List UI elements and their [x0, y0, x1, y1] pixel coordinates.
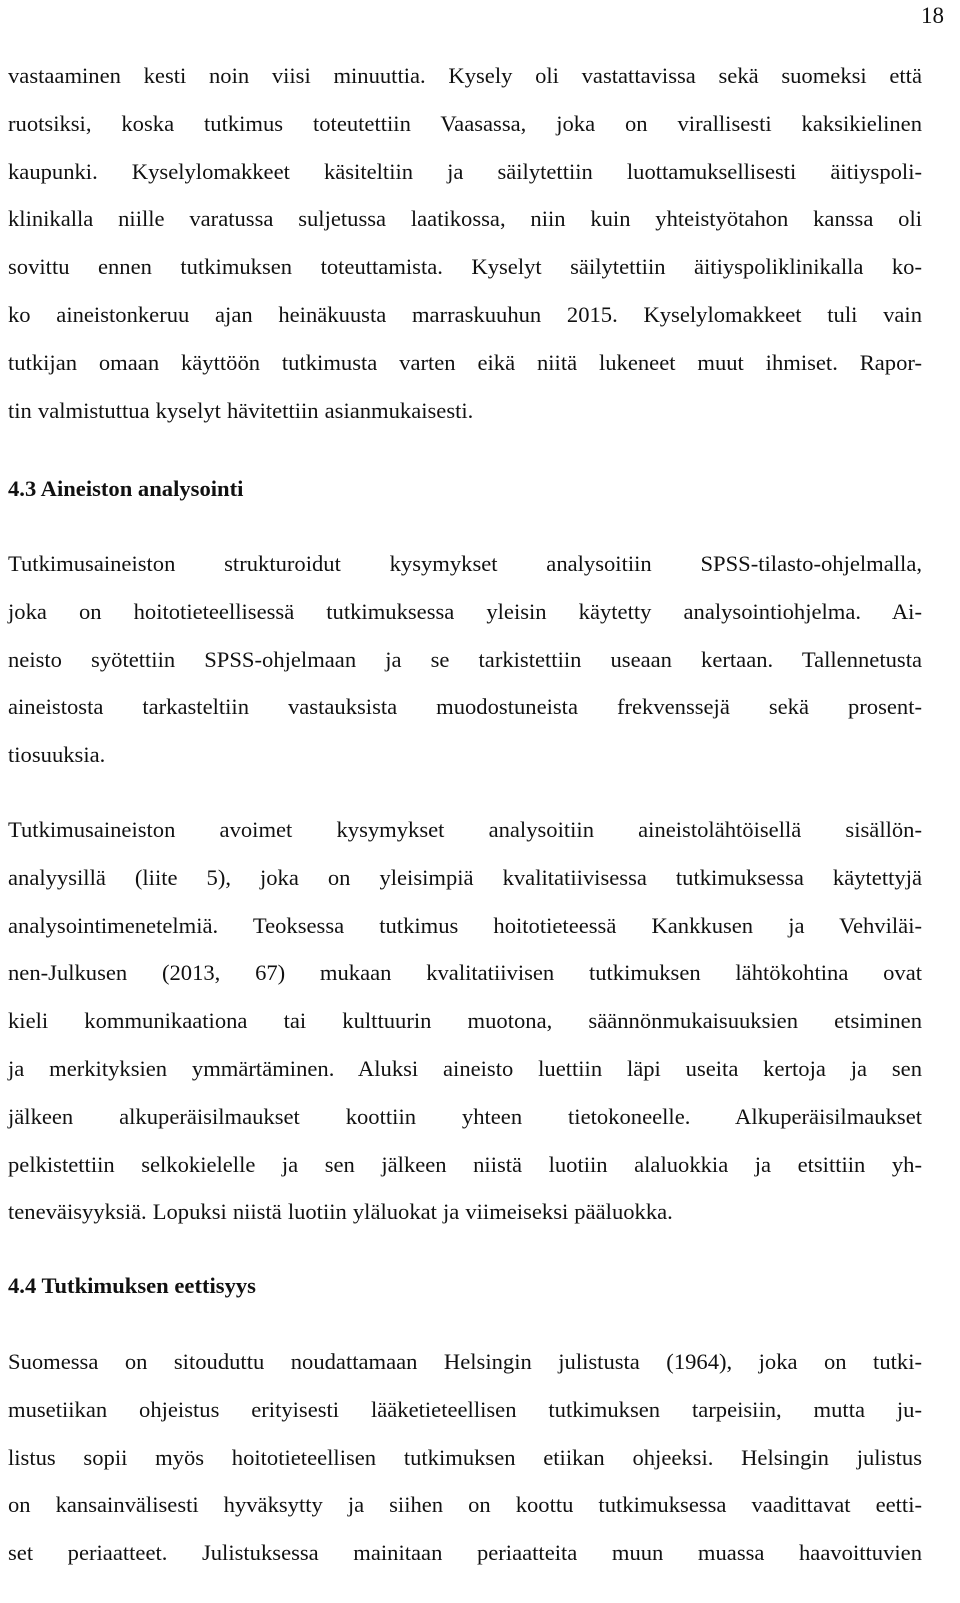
text-line: kieli kommunikaationa tai kulttuurin muotona, säännönmukaisuuksien etsiminen — [8, 1008, 922, 1034]
text-line: tiosuuksia. — [8, 742, 106, 768]
paragraph-structured-analysis — [8, 540, 922, 779]
text-line: listus sopii myös hoitotieteellisen tutkimuksen etiikan ohjeeksi. Helsingin julistus — [8, 1444, 922, 1470]
text-line: ja merkityksien ymmärtäminen. Aluksi aineisto luettiin läpi useita kertoja ja sen — [8, 1055, 922, 1081]
text-line: kaupunki. Kyselylomakkeet käsiteltiin ja säilytettiin luottamuksellisesti äitiyspoli- — [8, 158, 922, 184]
text-line: analysointimenetelmiä. Teoksessa tutkimus hoitotieteessä Kankkusen ja Vehviläi- — [8, 912, 922, 938]
section-heading-4-3: 4.3 Aineiston analysointi — [8, 476, 244, 501]
text-line: on kansainvälisesti hyväksytty ja siihen on koottu tutkimuksessa vaadittavat eetti- — [8, 1492, 922, 1518]
text-line: joka on hoitotieteellisessä tutkimuksessa yleisin käytetty analysointiohjelma. Ai- — [8, 598, 922, 624]
text-line: ruotsiksi, koska tutkimus toteutettiin Vaasassa, joka on virallisesti kaksikielinen — [8, 110, 922, 136]
text-line: teneväisyyksiä. Lopuksi niistä luotiin yläluokat ja viimeiseksi pääluokka. — [8, 1199, 673, 1225]
text-line: Suomessa on sitouduttu noudattamaan Helsingin julistusta (1964), joka on tutki- — [8, 1349, 922, 1374]
text-line: klinikalla niille varatussa suljetussa laatikossa, niin kuin yhteistyötahon kanssa oli — [8, 206, 922, 232]
text-line: vastaaminen kesti noin viisi minuuttia. Kysely oli vastattavissa sekä suomeksi että — [8, 63, 922, 88]
text-line: Tutkimusaineiston avoimet kysymykset analysoitiin aineistolähtöisellä sisällön- — [8, 817, 922, 842]
text-line: analyysillä (liite 5), joka on yleisimpiä kvalitatiivisessa tutkimuksessa käytettyjä — [8, 864, 922, 890]
text-line: neisto syötettiin SPSS-ohjelmaan ja se tarkistettiin useaan kertaan. Tallennetusta — [8, 646, 922, 672]
paragraph-research-ethics — [8, 1338, 922, 1577]
text-line: jälkeen alkuperäisilmaukset koottiin yhteen tietokoneelle. Alkuperäisilmaukset — [8, 1103, 922, 1129]
text-line: set periaatteet. Julistuksessa mainitaan periaatteita muun muassa haavoittuvien — [8, 1540, 922, 1566]
paragraph-open-questions-analysis — [8, 806, 922, 1236]
text-line: tin valmistuttua kyselyt hävitettiin asianmukaisesti. — [8, 397, 474, 423]
text-line: nen-Julkusen (2013, 67) mukaan kvalitatiivisen tutkimuksen lähtökohtina ovat — [8, 960, 922, 986]
text-line: ko aineistonkeruu ajan heinäkuusta marraskuuhun 2015. Kyselylomakkeet tuli vain — [8, 301, 922, 327]
text-line: sovittu ennen tutkimuksen toteuttamista. Kyselyt säilytettiin äitiyspoliklinikalla ko- — [8, 254, 922, 280]
text-line: tutkijan omaan käyttöön tutkimusta varten eikä niitä lukeneet muut ihmiset. Rapor- — [8, 349, 922, 375]
page-number: 18 — [921, 3, 944, 28]
text-line: aineistosta tarkasteltiin vastauksista muodostuneista frekvenssejä sekä prosent- — [8, 694, 922, 720]
section-heading-4-4: 4.4 Tutkimuksen eettisyys — [8, 1273, 256, 1298]
paragraph-data-collection — [8, 52, 922, 434]
text-line: pelkistettiin selkokielelle ja sen jälkeen niistä luotiin alaluokkia ja etsittiin yh- — [8, 1151, 922, 1177]
text-line: musetiikan ohjeistus erityisesti lääketieteellisen tutkimuksen tarpeisiin, mutta ju- — [8, 1396, 922, 1422]
text-line: Tutkimusaineiston strukturoidut kysymykset analysoitiin SPSS-tilasto-ohjelmalla, — [8, 551, 922, 576]
